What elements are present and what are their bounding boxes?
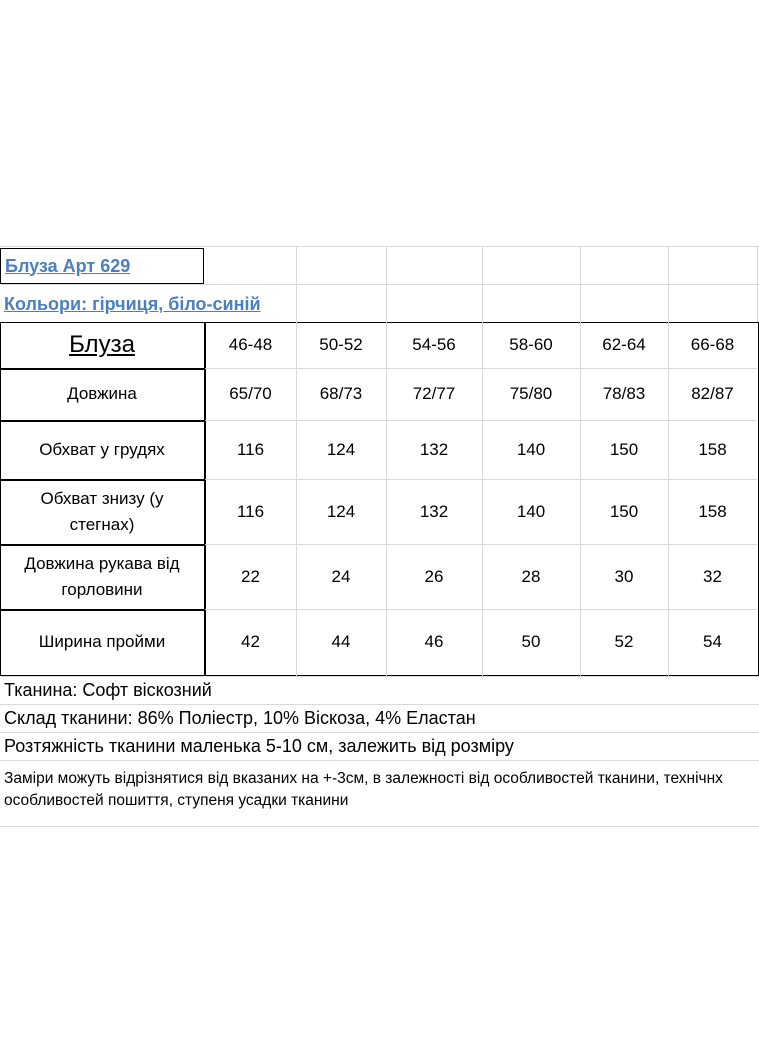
table-cell: 132: [419, 501, 449, 521]
table-cell: 158: [698, 439, 727, 459]
table-cell: 44: [331, 632, 351, 651]
row-label: Довжина: [67, 384, 137, 403]
colors-cell: [0, 286, 500, 322]
table-cell: 50: [521, 632, 541, 651]
table-cell: 54: [703, 632, 722, 651]
table-cell: 75/80: [509, 384, 553, 403]
table-title: Блуза: [69, 331, 135, 358]
fabric-text: Тканина: Софт віскозний: [4, 680, 212, 700]
table-cell: 26: [424, 566, 444, 586]
table-cell: 24: [331, 566, 351, 586]
table-cell: 68/73: [319, 384, 363, 403]
table-cell: 32: [703, 566, 722, 586]
row-label: Обхват у грудях: [39, 439, 165, 459]
table-cell: 65/70: [229, 384, 272, 403]
table-cell: 72/77: [412, 384, 456, 403]
table-cell: 28: [521, 566, 541, 586]
table-cell: 52: [614, 632, 634, 651]
size-header: 46-48: [228, 335, 273, 354]
size-table: [0, 322, 759, 676]
article-cell: [0, 248, 204, 284]
row-label: Довжина рукава від горловини: [24, 553, 180, 599]
composition-text: Склад тканини: 86% Поліестр, 10% Віскоза, 4% Еластан: [4, 708, 476, 728]
table-cell: 124: [326, 501, 356, 521]
size-header: 62-64: [602, 335, 646, 354]
table-cell: 158: [698, 501, 727, 521]
table-cell: 30: [614, 566, 634, 586]
size-header: 58-60: [509, 335, 553, 354]
table-cell: 124: [326, 439, 356, 459]
row-label: Обхват знизу (у стегнах): [40, 488, 164, 534]
size-header: 66-68: [690, 335, 735, 354]
table-cell: 116: [236, 439, 265, 459]
table-cell: 82/87: [691, 384, 734, 403]
colors-link[interactable]: Кольори: гірчиця, біло-синій: [4, 293, 261, 314]
table-cell: 42: [241, 632, 260, 651]
size-header: 50-52: [319, 335, 363, 354]
table-cell: 150: [609, 439, 639, 459]
stretch-text: Розтяжність тканини маленька 5-10 см, залежить від розміру: [4, 736, 514, 756]
table-cell: 22: [241, 566, 260, 586]
table-cell: 140: [516, 439, 546, 459]
article-link[interactable]: Блуза Арт 629: [5, 255, 131, 276]
measurement-note: Заміри можуть відрізнятися від вказаних на +-3см, в залежності від особливостей тканини, технічнх особливостей пошиття, ступеня усадки тканини: [4, 770, 723, 809]
table-cell: 132: [419, 439, 449, 459]
table-cell: 78/83: [602, 384, 646, 403]
table-cell: 140: [516, 501, 546, 521]
size-header: 54-56: [412, 335, 456, 354]
row-label: Ширина пройми: [38, 632, 166, 651]
table-cell: 46: [424, 632, 444, 651]
table-cell: 150: [609, 501, 639, 521]
table-cell: 116: [236, 501, 265, 521]
